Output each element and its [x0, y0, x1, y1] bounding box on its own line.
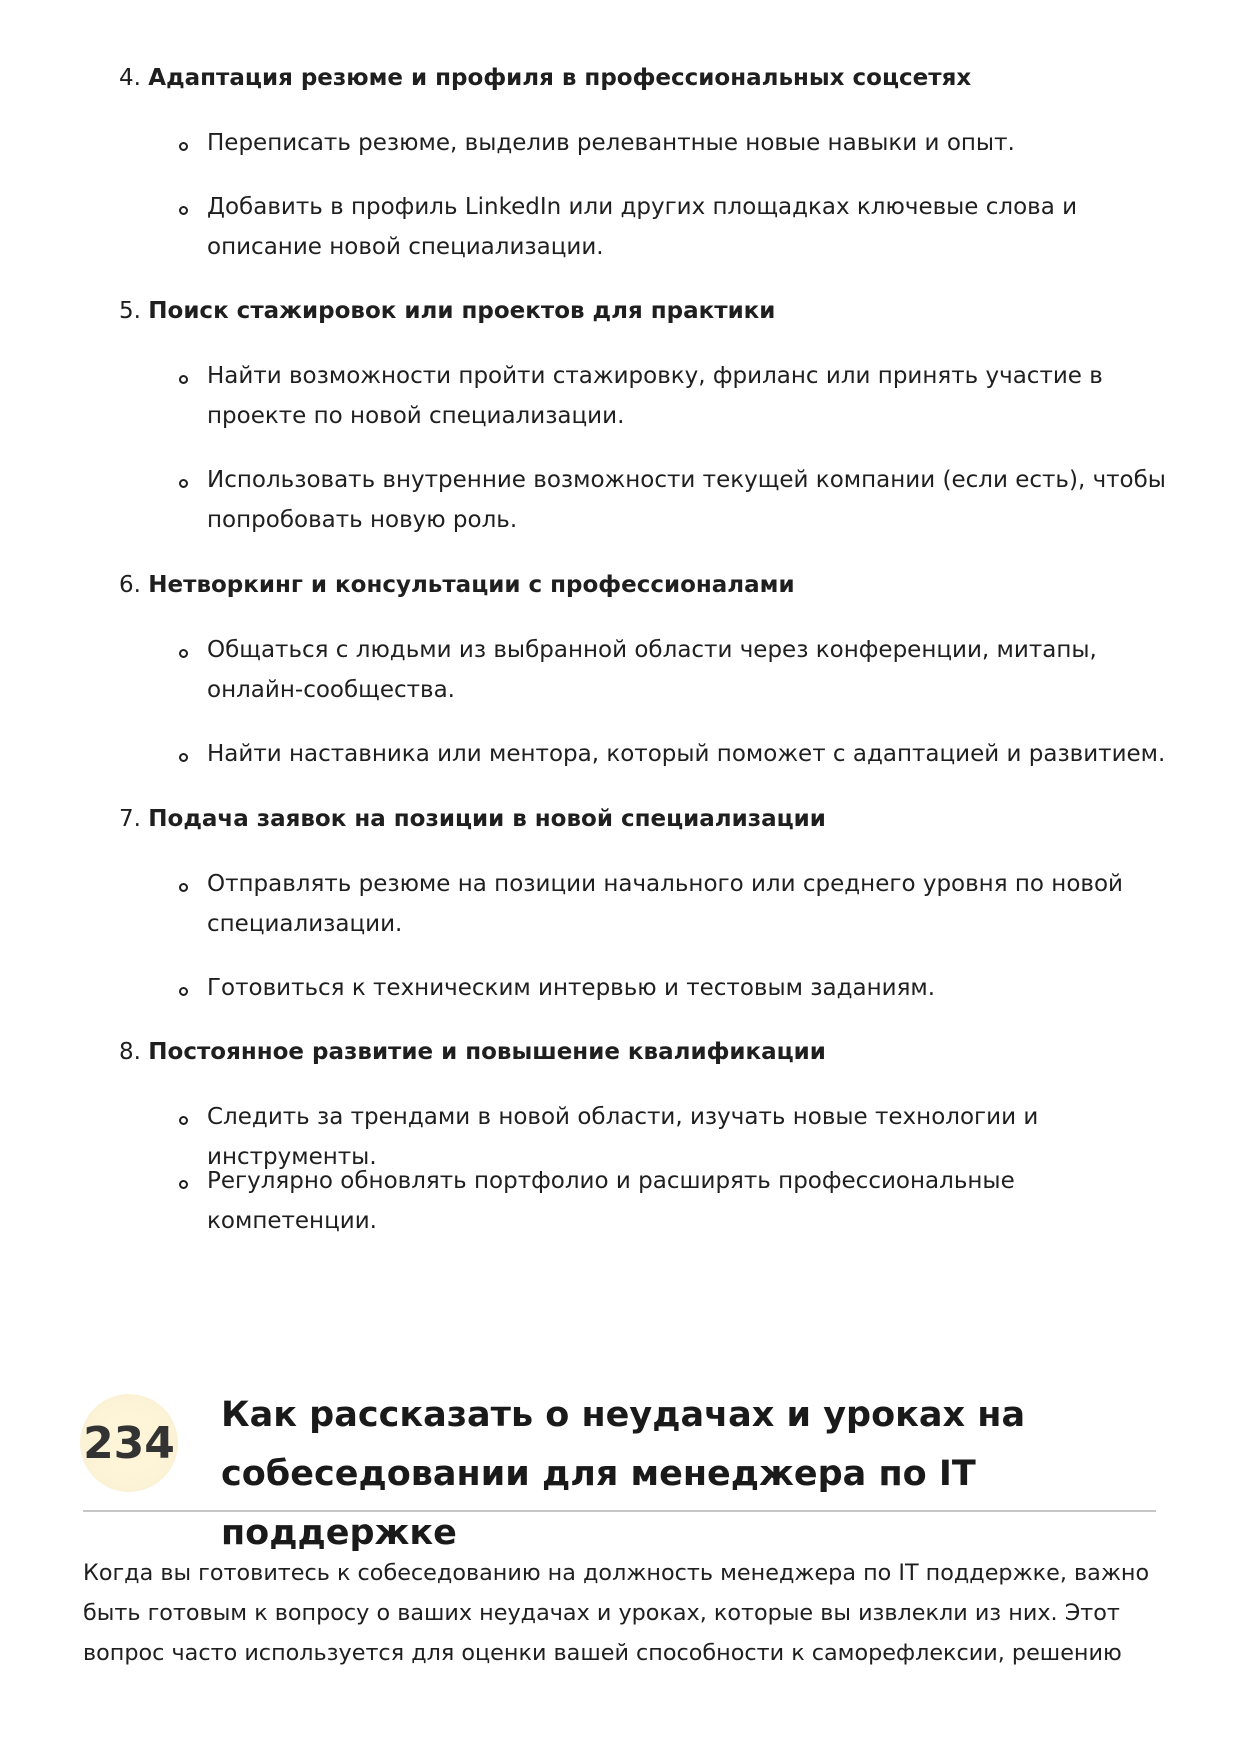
step-number: 6.	[119, 572, 141, 598]
bullet-circle-icon	[179, 987, 188, 996]
section-title: Как рассказать о неудачах и уроках на собеседовании для менеджера по IT поддержке	[221, 1395, 1026, 1553]
step-item: Использовать внутренние возможности текущей компании (если есть), чтобы попробовать новую роль.	[207, 467, 1166, 533]
step-item: Добавить в профиль LinkedIn или других площадках ключевые слова и описание новой специализации.	[207, 194, 1078, 260]
step-item: Общаться с людьми из выбранной области через конференции, митапы, онлайн-сообщества.	[207, 637, 1097, 703]
bullet-circle-icon	[179, 649, 188, 658]
step-heading	[119, 295, 775, 327]
bullet-circle-icon	[179, 1180, 188, 1189]
section-intro-paragraph: Когда вы готовитесь к собеседованию на должность менеджера по IT поддержке, важно быть готовым к вопросу о ваших неудачах и уроках, которые вы извлекли из них. Этот вопрос часто используется для оценки вашей способности к саморефлексии, решению	[83, 1560, 1150, 1666]
step-heading	[119, 62, 971, 94]
step-title: Нетворкинг и консультации с профессионалами	[148, 572, 795, 598]
step-number: 7.	[119, 806, 141, 832]
step-number: 4.	[119, 65, 141, 91]
step-item: Найти возможности пройти стажировку, фриланс или принять участие в проекте по новой специализации.	[207, 363, 1103, 429]
step-heading	[119, 803, 826, 835]
bullet-circle-icon	[179, 479, 188, 488]
step-item: Готовиться к техническим интервью и тестовым заданиям.	[207, 975, 936, 1001]
section-number: 234	[83, 1417, 175, 1469]
bullet-circle-icon	[179, 206, 188, 215]
step-title: Поиск стажировок или проектов для практики	[148, 298, 776, 324]
step-title: Адаптация резюме и профиля в профессиональных соцсетях	[148, 65, 972, 91]
bullet-circle-icon	[179, 142, 188, 151]
step-number: 5.	[119, 298, 141, 324]
step-item: Следить за трендами в новой области, изучать новые технологии и инструменты.	[207, 1104, 1039, 1170]
step-title: Постоянное развитие и повышение квалификации	[148, 1039, 826, 1065]
bullet-circle-icon	[179, 1116, 188, 1125]
section-divider	[83, 1510, 1156, 1512]
bullet-circle-icon	[179, 753, 188, 762]
step-title: Подача заявок на позиции в новой специализации	[148, 806, 826, 832]
step-item: Отправлять резюме на позиции начального или среднего уровня по новой специализации.	[207, 871, 1123, 937]
step-item: Переписать резюме, выделив релевантные новые навыки и опыт.	[207, 130, 1015, 156]
section-number-badge	[80, 1394, 178, 1492]
bullet-circle-icon	[179, 883, 188, 892]
step-number: 8.	[119, 1039, 141, 1065]
step-heading	[119, 1036, 826, 1068]
bullet-circle-icon	[179, 375, 188, 384]
step-item: Регулярно обновлять портфолио и расширять профессиональные компетенции.	[207, 1168, 1015, 1234]
step-heading	[119, 569, 795, 601]
step-item: Найти наставника или ментора, который поможет с адаптацией и развитием.	[207, 741, 1166, 767]
